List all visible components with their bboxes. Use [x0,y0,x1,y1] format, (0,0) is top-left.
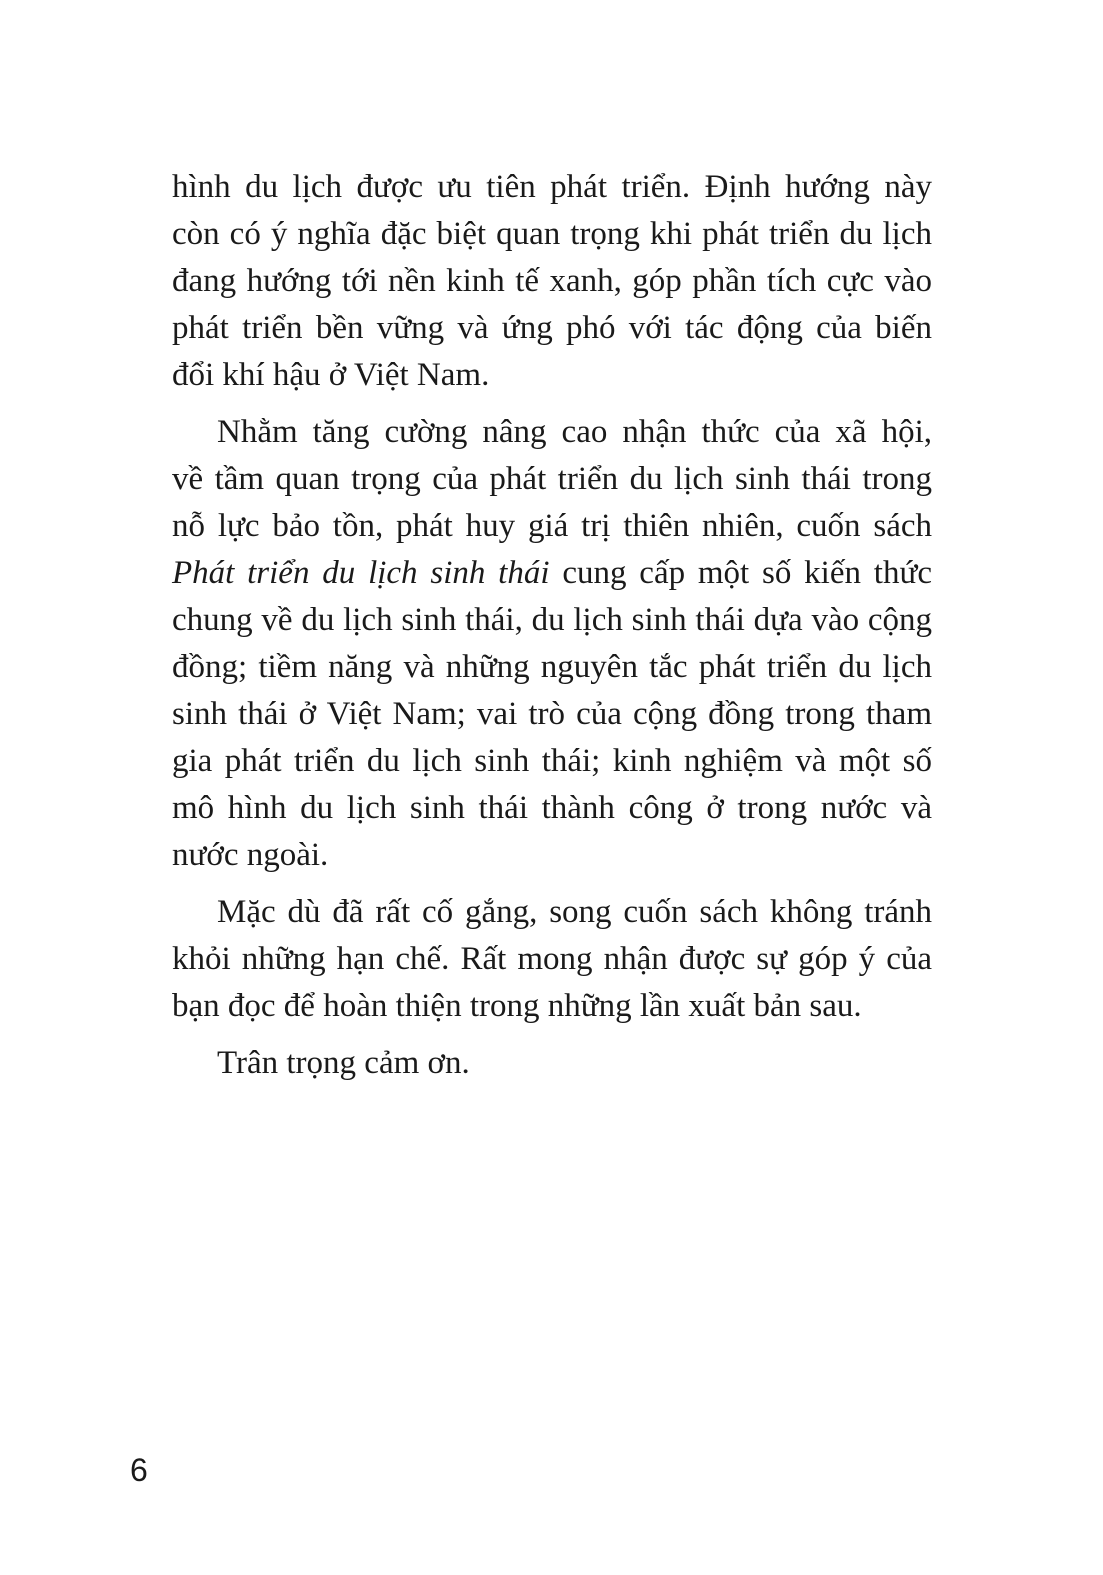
text-line: gia phát triển du lịch sinh thái; kinh nghiệm và một số [172,743,932,779]
text-line: sinh thái ở Việt Nam; vai trò của cộng đồng trong tham [172,696,932,732]
text-line: nước ngoài. [172,837,329,873]
text-line: đang hướng tới nền kinh tế xanh, góp phần tích cực vào [172,263,932,299]
text-fragment: cung cấp một số kiến thức [549,555,933,591]
book-title: Phát triển du lịch sinh thái [172,555,550,591]
body-text [172,164,932,1097]
page-number: 6 [130,1452,148,1488]
paragraph-book-intro [172,409,932,879]
paragraph-apology [172,889,932,1030]
text-line: Mặc dù đã rất cố gắng, song cuốn sách không tránh [217,894,932,930]
text-line: phát triển bền vững và ứng phó với tác động của biến [172,310,932,346]
text-line: nỗ lực bảo tồn, phát huy giá trị thiên nhiên, cuốn sách [172,508,932,544]
text-line: chung về du lịch sinh thái, du lịch sinh thái dựa vào cộng [172,602,932,638]
text-line: về tầm quan trọng của phát triển du lịch sinh thái trong [172,461,932,497]
text-line: bạn đọc để hoàn thiện trong những lần xuất bản sau. [172,988,862,1024]
text-line: khỏi những hạn chế. Rất mong nhận được sự góp ý của [172,941,932,977]
text-line: Trân trọng cảm ơn. [217,1045,470,1081]
text-line: còn có ý nghĩa đặc biệt quan trọng khi phát triển du lịch [172,216,932,252]
text-line: đổi khí hậu ở Việt Nam. [172,357,490,393]
text-line: mô hình du lịch sinh thái thành công ở trong nước và [172,790,932,826]
text-line-with-title [172,550,932,597]
text-line: Nhằm tăng cường nâng cao nhận thức của xã hội, [217,414,932,450]
paragraph-thanks [172,1040,932,1087]
text-line: đồng; tiềm năng và những nguyên tắc phát triển du lịch [172,649,932,685]
paragraph-continuation [172,164,932,399]
text-line: hình du lịch được ưu tiên phát triển. Định hướng này [172,169,932,205]
